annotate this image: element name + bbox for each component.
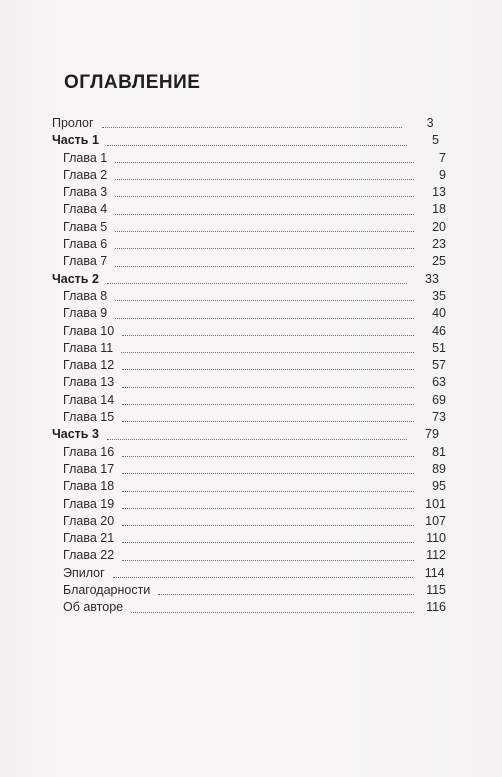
toc-entry-label: Глава 6	[63, 237, 108, 252]
dot-leader	[122, 335, 414, 336]
toc-entry-label: Глава 9	[63, 306, 108, 321]
toc-entry	[52, 461, 446, 478]
toc-entry-page-number: 63	[432, 375, 446, 390]
toc-entry-page-number: 112	[426, 548, 446, 563]
toc-entry	[52, 496, 446, 513]
dot-leader	[122, 508, 414, 509]
dot-leader	[122, 525, 414, 526]
toc-entry-label: Глава 3	[63, 185, 108, 200]
toc-entry	[52, 184, 446, 201]
dot-leader	[115, 179, 414, 180]
toc-entry-label: Глава 15	[63, 410, 115, 425]
dot-leader	[107, 145, 407, 146]
toc-entry-label: Глава 20	[63, 513, 115, 528]
dot-leader	[115, 214, 414, 215]
toc-entry-label: Пролог	[52, 116, 94, 130]
dot-leader	[102, 127, 402, 128]
dot-leader	[115, 300, 414, 301]
toc-entry-page-number: 79	[425, 427, 439, 442]
dot-leader	[107, 283, 407, 284]
toc-entry-page-number: 33	[425, 271, 439, 286]
toc-entry-page-number: 40	[432, 306, 446, 321]
toc-entry-page-number: 46	[432, 323, 446, 338]
toc-entry-label: Глава 19	[63, 496, 115, 511]
dot-leader	[131, 612, 414, 613]
toc-entry-label: Глава 12	[63, 358, 115, 373]
toc-entry-label: Глава 18	[63, 479, 115, 494]
toc-entry	[52, 253, 446, 270]
dot-leader	[122, 369, 414, 370]
toc-entry	[52, 565, 446, 582]
toc-entry-label: Глава 13	[63, 375, 115, 390]
dot-leader	[121, 352, 414, 353]
toc-entry	[52, 219, 446, 236]
toc-entry-label: Часть 2	[52, 271, 99, 286]
toc-entry-label: Глава 7	[63, 254, 108, 269]
toc-entry-page-number: 18	[432, 202, 446, 217]
toc-entry-page-number: 51	[432, 340, 446, 355]
toc-entry	[52, 392, 446, 409]
dot-leader	[122, 456, 414, 457]
toc-entry	[52, 374, 446, 391]
toc-entry-label: Глава 1	[63, 150, 108, 165]
toc-entry-page-number: 73	[432, 410, 446, 425]
toc-entry-label: Часть 3	[52, 427, 99, 442]
dot-leader	[122, 421, 414, 422]
dot-leader	[115, 196, 414, 197]
toc-entry-page-number: 95	[432, 479, 446, 494]
toc-entry	[52, 530, 446, 547]
toc-entry-label: Глава 8	[63, 288, 108, 303]
toc-entry-page-number: 23	[432, 237, 446, 252]
toc-entry-page-number: 5	[431, 133, 439, 148]
page-title: ОГЛАВЛЕНИЕ	[64, 72, 201, 93]
toc-entry-page-number: 115	[426, 583, 446, 598]
toc-entry	[52, 271, 446, 288]
toc-entry	[52, 201, 446, 218]
toc-entry-label: Глава 2	[63, 167, 108, 182]
toc-entry	[52, 288, 446, 305]
dot-leader	[122, 387, 414, 388]
toc-entry	[52, 599, 446, 616]
toc-entry	[52, 167, 446, 184]
toc-entry-page-number: 7	[439, 150, 446, 165]
toc-entry	[52, 115, 446, 132]
toc-entry	[52, 582, 446, 599]
toc-entry-label: Глава 22	[63, 548, 115, 563]
toc-entry-page-number: 57	[432, 358, 446, 373]
toc-entry-label: Об авторе	[63, 600, 124, 615]
toc-entry-label: Благодарности	[63, 583, 151, 598]
toc-entry	[52, 305, 446, 322]
toc-entry-page-number: 81	[432, 444, 446, 459]
toc-entry-page-number: 25	[432, 254, 446, 269]
toc-entry-label: Глава 4	[63, 202, 108, 217]
toc-entry-label: Глава 10	[63, 323, 115, 338]
toc-entry	[52, 236, 446, 253]
toc-entry	[52, 426, 446, 443]
toc-entry-label: Эпилог	[63, 565, 105, 580]
dot-leader	[122, 491, 414, 492]
dot-leader	[115, 266, 414, 267]
dot-leader	[122, 473, 414, 474]
dot-leader	[122, 560, 414, 561]
toc-entry-page-number: 114	[424, 565, 445, 580]
dot-leader	[158, 594, 414, 595]
toc-entry	[52, 150, 446, 167]
toc-entry-label: Глава 11	[63, 340, 114, 355]
toc-entry-page-number: 110	[426, 531, 446, 546]
toc-entry-label: Часть 1	[52, 133, 99, 148]
toc-entry	[52, 132, 446, 149]
toc-entry	[52, 340, 446, 357]
dot-leader	[115, 162, 414, 163]
toc-entry	[52, 547, 446, 564]
toc-entry-page-number: 9	[439, 167, 446, 182]
table-of-contents	[52, 115, 446, 617]
toc-entry	[52, 478, 446, 495]
toc-entry	[52, 513, 446, 530]
toc-entry-page-number: 3	[426, 116, 434, 130]
dot-leader	[115, 318, 414, 319]
toc-entry-label: Глава 16	[63, 444, 115, 459]
toc-entry-page-number: 101	[425, 496, 446, 511]
dot-leader	[122, 404, 414, 405]
toc-entry-label: Глава 5	[63, 219, 108, 234]
toc-entry-page-number: 89	[432, 461, 446, 476]
toc-entry-label: Глава 21	[63, 531, 115, 546]
toc-entry	[52, 357, 446, 374]
toc-entry-label: Глава 14	[63, 392, 115, 407]
toc-entry-page-number: 116	[426, 600, 446, 615]
dot-leader	[107, 439, 407, 440]
toc-entry-label: Глава 17	[63, 461, 115, 476]
toc-entry	[52, 323, 446, 340]
toc-entry-page-number: 20	[432, 219, 446, 234]
toc-entry-page-number: 107	[425, 513, 446, 528]
toc-entry	[52, 409, 446, 426]
dot-leader	[113, 577, 413, 578]
toc-entry-page-number: 13	[432, 185, 446, 200]
dot-leader	[122, 542, 414, 543]
toc-entry-page-number: 35	[432, 288, 446, 303]
toc-entry-page-number: 69	[432, 392, 446, 407]
dot-leader	[115, 248, 414, 249]
dot-leader	[115, 231, 414, 232]
toc-entry	[52, 444, 446, 461]
